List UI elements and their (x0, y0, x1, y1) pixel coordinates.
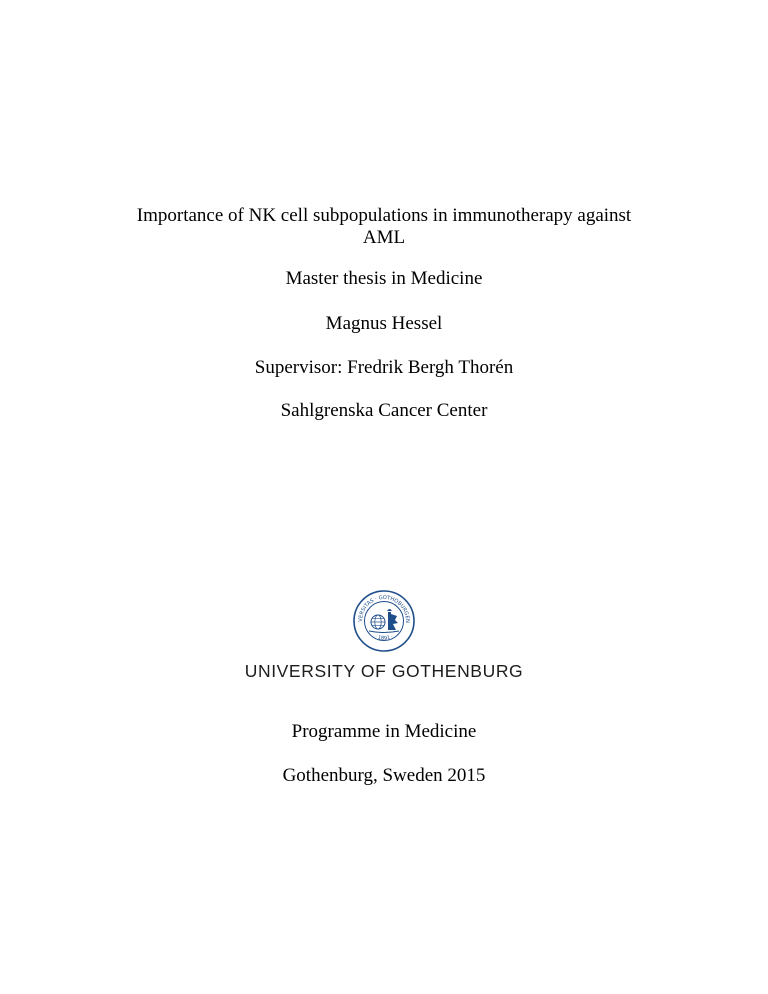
university-seal-logo (353, 590, 415, 652)
thesis-title-line-2: AML (362, 227, 406, 248)
supervisor: Supervisor: Fredrik Bergh Thorén (254, 357, 514, 378)
seal-text-top: VERSITAS · GOTHOBURGEN (357, 594, 411, 623)
thesis-title-line-1: Importance of NK cell subpopulations in immunotherapy against (136, 205, 632, 226)
programme: Programme in Medicine (291, 721, 477, 742)
seal-text-year: · 1891 · (373, 633, 395, 642)
seal-figure-icon (388, 612, 391, 630)
university-name: UNIVERSITY OF GOTHENBURG (244, 661, 524, 681)
place-and-year: Gothenburg, Sweden 2015 (282, 765, 486, 786)
author-name: Magnus Hessel (325, 313, 443, 334)
thesis-type: Master thesis in Medicine (285, 268, 483, 289)
institution: Sahlgrenska Cancer Center (280, 400, 488, 421)
